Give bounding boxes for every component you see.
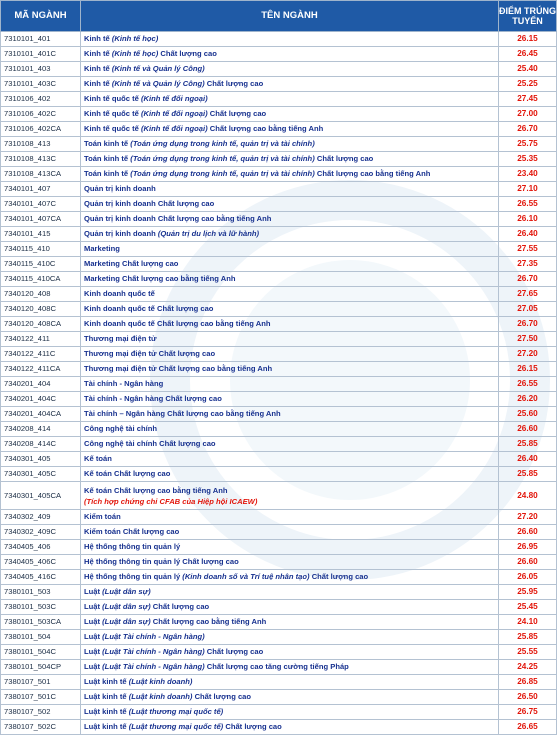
- major-name-main: Kế toán Chất lượng cao: [84, 469, 171, 478]
- major-name: [81, 242, 499, 257]
- admission-score: 27.20: [499, 510, 557, 525]
- major-name-main: Luật: [84, 662, 101, 671]
- admission-score: 26.60: [499, 555, 557, 570]
- table-row: [1, 272, 557, 287]
- major-code: 7340101_415: [1, 227, 81, 242]
- admission-score: 24.25: [499, 660, 557, 675]
- major-name-note: (Toán ứng dụng trong kinh tế, quản trị và tài chính): [130, 169, 315, 178]
- major-name: [81, 182, 499, 197]
- table-row: [1, 407, 557, 422]
- major-name: [81, 92, 499, 107]
- major-name-main: Kinh doanh quốc tế Chất lượng cao: [84, 304, 214, 313]
- major-name-note: (Kinh tế học): [111, 49, 159, 58]
- major-name: [81, 467, 499, 482]
- table-row: [1, 167, 557, 182]
- major-name-main: Marketing: [84, 244, 120, 253]
- table-row: [1, 287, 557, 302]
- major-code: 7340208_414: [1, 422, 81, 437]
- table-row: [1, 675, 557, 690]
- admission-score: 25.85: [499, 437, 557, 452]
- major-name: [81, 362, 499, 377]
- admission-score: 26.55: [499, 377, 557, 392]
- table-row: [1, 227, 557, 242]
- admission-score: 26.55: [499, 197, 557, 212]
- admission-score: 26.95: [499, 540, 557, 555]
- admission-score: 26.60: [499, 525, 557, 540]
- table-row: [1, 347, 557, 362]
- admission-score: 25.40: [499, 62, 557, 77]
- major-name: [81, 167, 499, 182]
- table-row: [1, 660, 557, 675]
- major-name-main: Hệ thống thông tin quản lý: [84, 572, 181, 581]
- major-name: [81, 137, 499, 152]
- major-name-main: Kiểm toán: [84, 512, 121, 521]
- admission-score: 27.35: [499, 257, 557, 272]
- major-name-note: (Quản trị du lịch và lữ hành): [157, 229, 260, 238]
- admission-score: 27.00: [499, 107, 557, 122]
- major-name: [81, 392, 499, 407]
- admission-score: 27.10: [499, 182, 557, 197]
- major-code: 7340405_406C: [1, 555, 81, 570]
- admission-score: 25.25: [499, 77, 557, 92]
- major-name-main: Luật: [84, 602, 101, 611]
- major-name-note: (Luật Tài chính - Ngân hàng): [102, 632, 205, 641]
- major-name-suffix: Chất lượng cao bằng tiếng Anh: [150, 617, 267, 626]
- table-body: [1, 32, 557, 735]
- major-code: 7340120_408CA: [1, 317, 81, 332]
- admission-score: 23.40: [499, 167, 557, 182]
- major-name-main: Kinh tế quốc tế: [84, 124, 139, 133]
- admission-score: 26.65: [499, 720, 557, 735]
- table-row: [1, 77, 557, 92]
- table-row: [1, 107, 557, 122]
- admission-score: 27.55: [499, 242, 557, 257]
- admission-score: 26.70: [499, 272, 557, 287]
- table-row: [1, 585, 557, 600]
- major-name-note: (Kinh tế và Quản lý Công): [111, 64, 205, 73]
- major-code: 7380107_501: [1, 675, 81, 690]
- header-score: [499, 1, 557, 32]
- major-code: 7340201_404CA: [1, 407, 81, 422]
- major-name-main: Kinh tế quốc tế: [84, 94, 139, 103]
- major-name: [81, 227, 499, 242]
- table-row: [1, 525, 557, 540]
- admission-score: 26.70: [499, 317, 557, 332]
- major-name-main: Tài chính - Ngân hàng Chất lượng cao: [84, 394, 222, 403]
- major-code: 7310101_401: [1, 32, 81, 47]
- major-code: 7340302_409: [1, 510, 81, 525]
- major-code: 7340405_406: [1, 540, 81, 555]
- major-name-main: Luật: [84, 647, 101, 656]
- major-code: 7380101_504: [1, 630, 81, 645]
- admission-score: 25.45: [499, 600, 557, 615]
- admission-score: 26.40: [499, 227, 557, 242]
- major-code: 7340301_405: [1, 452, 81, 467]
- table-row: [1, 690, 557, 705]
- major-code: 7310108_413: [1, 137, 81, 152]
- major-name: [81, 645, 499, 660]
- header-score-line1: ĐIỂM TRÚNG: [499, 6, 556, 16]
- major-name-suffix: Chất lượng cao: [150, 602, 210, 611]
- major-name: [81, 630, 499, 645]
- major-name-main: Tài chính - Ngân hàng: [84, 379, 164, 388]
- major-code: 7340208_414C: [1, 437, 81, 452]
- major-name-main: Thương mại điện tử Chất lượng cao bằng tiếng Anh: [84, 364, 273, 373]
- major-name-suffix: Chất lượng cao: [207, 109, 267, 118]
- major-name-note: (Toán ứng dụng trong kinh tế, quản trị và tài chính): [130, 139, 315, 148]
- admission-score: 26.10: [499, 212, 557, 227]
- admission-score: 24.80: [499, 482, 557, 510]
- major-code: 7380107_502C: [1, 720, 81, 735]
- admission-score: 25.85: [499, 467, 557, 482]
- major-name: [81, 212, 499, 227]
- major-code: 7310108_413C: [1, 152, 81, 167]
- major-name-note: (Luật Tài chính - Ngân hàng): [102, 647, 205, 656]
- major-name-main: Kinh tế quốc tế: [84, 109, 139, 118]
- major-name: [81, 272, 499, 287]
- admission-score: 26.40: [499, 452, 557, 467]
- admission-score: 25.55: [499, 645, 557, 660]
- major-name-note: (Luật dân sự): [102, 587, 151, 596]
- table-row: [1, 242, 557, 257]
- major-name: [81, 585, 499, 600]
- table-row: [1, 92, 557, 107]
- major-code: 7380107_502: [1, 705, 81, 720]
- major-name-main: Kinh doanh quốc tế: [84, 289, 155, 298]
- major-name-suffix: Chất lượng cao: [192, 692, 252, 701]
- major-name: [81, 302, 499, 317]
- table-row: [1, 452, 557, 467]
- major-code: 7340120_408: [1, 287, 81, 302]
- major-name-main: Thương mại điện tử Chất lượng cao: [84, 349, 216, 358]
- major-name-main: Marketing Chất lượng cao: [84, 259, 179, 268]
- admission-score: 27.45: [499, 92, 557, 107]
- table-row: [1, 152, 557, 167]
- admission-score: 26.15: [499, 362, 557, 377]
- header-score-line2: TUYỂN: [512, 16, 543, 26]
- admission-score: 26.75: [499, 705, 557, 720]
- major-name: [81, 422, 499, 437]
- major-code: 7340120_408C: [1, 302, 81, 317]
- major-code: 7310101_403C: [1, 77, 81, 92]
- major-code: 7380101_504CP: [1, 660, 81, 675]
- major-name-note: (Luật thương mại quốc tế): [128, 722, 224, 731]
- major-name-main: Luật: [84, 587, 101, 596]
- major-name-note: (Luật dân sự): [102, 602, 151, 611]
- major-code: 7380107_501C: [1, 690, 81, 705]
- major-name: [81, 540, 499, 555]
- major-name: [81, 525, 499, 540]
- major-name-main: Luật kinh tế: [84, 692, 127, 701]
- major-name: [81, 287, 499, 302]
- table-row: [1, 212, 557, 227]
- major-name-main: Kế toán Chất lượng cao bằng tiếng Anh: [84, 485, 228, 495]
- major-name-main: Kế toán: [84, 454, 112, 463]
- major-name: [81, 152, 499, 167]
- major-name: [81, 407, 499, 422]
- major-name: [81, 452, 499, 467]
- admission-score: 26.20: [499, 392, 557, 407]
- major-name: [81, 47, 499, 62]
- major-code: 7340101_407CA: [1, 212, 81, 227]
- major-name: [81, 257, 499, 272]
- major-name-note: (Kinh tế đối ngoại): [140, 94, 208, 103]
- table-row: [1, 317, 557, 332]
- major-name-main: Hệ thống thông tin quản lý: [84, 542, 181, 551]
- admission-score: 26.15: [499, 32, 557, 47]
- major-name: [81, 705, 499, 720]
- major-name-suffix: Chất lượng cao: [314, 154, 374, 163]
- major-name-main: Toán kinh tế: [84, 154, 129, 163]
- major-name-main: Công nghệ tài chính: [84, 424, 157, 433]
- major-code: 7340302_409C: [1, 525, 81, 540]
- major-name-note: (Kinh tế và Quản lý Công): [111, 79, 205, 88]
- major-name-main: Công nghệ tài chính Chất lượng cao: [84, 439, 216, 448]
- major-name: [81, 122, 499, 137]
- major-code: 7340122_411C: [1, 347, 81, 362]
- admission-score: 26.70: [499, 122, 557, 137]
- table-row: [1, 62, 557, 77]
- table-row: [1, 182, 557, 197]
- admission-score: 25.60: [499, 407, 557, 422]
- major-name-suffix: Chất lượng cao bằng tiếng Anh: [314, 169, 431, 178]
- major-code: 7310106_402C: [1, 107, 81, 122]
- major-name: [81, 332, 499, 347]
- header-name: TÊN NGÀNH: [81, 1, 499, 32]
- major-name-main: Kinh tế: [84, 49, 110, 58]
- table-row: [1, 392, 557, 407]
- major-name-main: Kinh doanh quốc tế Chất lượng cao bằng tiếng Anh: [84, 319, 271, 328]
- major-name: [81, 690, 499, 705]
- major-code: 7340115_410CA: [1, 272, 81, 287]
- major-name-note: (Luật dân sự): [102, 617, 151, 626]
- major-name: [81, 720, 499, 735]
- major-name-suffix: Chất lượng cao: [204, 647, 264, 656]
- major-name-note: (Kinh tế đối ngoại): [140, 109, 208, 118]
- header-code: MÃ NGÀNH: [1, 1, 81, 32]
- major-code: 7340101_407C: [1, 197, 81, 212]
- table-row: [1, 720, 557, 735]
- major-name-main: Kinh tế: [84, 79, 110, 88]
- major-code: 7340122_411CA: [1, 362, 81, 377]
- major-code: 7380101_504C: [1, 645, 81, 660]
- major-code: 7310101_401C: [1, 47, 81, 62]
- major-name-main: Tài chính – Ngân hàng Chất lượng cao bằng tiếng Anh: [84, 409, 281, 418]
- major-name: [81, 510, 499, 525]
- admission-score: 25.95: [499, 585, 557, 600]
- major-name-note: (Toán ứng dụng trong kinh tế, quản trị và tài chính): [130, 154, 315, 163]
- major-name-main: Kiểm toán Chất lượng cao: [84, 527, 180, 536]
- table-row: [1, 705, 557, 720]
- major-name-suffix: Chất lượng cao bằng tiếng Anh: [207, 124, 324, 133]
- major-name-main: Luật kinh tế: [84, 707, 127, 716]
- major-code: 7310108_413CA: [1, 167, 81, 182]
- major-name: [81, 615, 499, 630]
- major-name: [81, 437, 499, 452]
- table-row: [1, 510, 557, 525]
- major-name-main: Quản trị kinh doanh Chất lượng cao bằng tiếng Anh: [84, 214, 272, 223]
- table-row: [1, 600, 557, 615]
- major-name-note: (Luật thương mại quốc tế): [128, 707, 224, 716]
- major-name: [81, 317, 499, 332]
- major-name-suffix: Chất lượng cao: [158, 49, 217, 58]
- major-name-main: Quản trị kinh doanh: [84, 184, 156, 193]
- major-name: [81, 197, 499, 212]
- major-name: [81, 107, 499, 122]
- major-code: 7310101_403: [1, 62, 81, 77]
- table-row: [1, 437, 557, 452]
- major-code: 7340405_416C: [1, 570, 81, 585]
- major-name: [81, 482, 499, 510]
- major-name-main: Thương mại điện tử: [84, 334, 157, 343]
- table-row: [1, 332, 557, 347]
- major-name: [81, 600, 499, 615]
- table-row: [1, 615, 557, 630]
- major-name-note: (Kinh tế đối ngoại): [140, 124, 208, 133]
- major-name-main: Hệ thống thông tin quản lý Chất lượng cao: [84, 557, 239, 566]
- admission-score: 25.85: [499, 630, 557, 645]
- table-row: [1, 362, 557, 377]
- major-name: [81, 570, 499, 585]
- admission-score: 27.50: [499, 332, 557, 347]
- table-row: [1, 377, 557, 392]
- major-name: [81, 347, 499, 362]
- major-code: 7340115_410: [1, 242, 81, 257]
- major-name: [81, 675, 499, 690]
- major-name-note: (Luật Tài chính - Ngân hàng): [102, 662, 205, 671]
- major-name-note: (Luật kinh doanh): [128, 692, 193, 701]
- table-row: [1, 482, 557, 510]
- major-code: 7310106_402CA: [1, 122, 81, 137]
- table-row: [1, 570, 557, 585]
- admission-score: 27.05: [499, 302, 557, 317]
- admission-score: 24.10: [499, 615, 557, 630]
- major-code: 7340201_404: [1, 377, 81, 392]
- major-name-main: Quản trị kinh doanh: [84, 229, 156, 238]
- major-name: [81, 77, 499, 92]
- table-row: [1, 302, 557, 317]
- admission-score: 27.65: [499, 287, 557, 302]
- major-code: 7340301_405CA: [1, 482, 81, 510]
- major-name-suffix: Chất lượng cao: [204, 79, 264, 88]
- major-name-note: (Luật kinh doanh): [128, 677, 193, 686]
- major-name-main: Quản trị kinh doanh Chất lượng cao: [84, 199, 215, 208]
- major-code: 7340301_405C: [1, 467, 81, 482]
- admission-score: 26.50: [499, 690, 557, 705]
- table-row: [1, 257, 557, 272]
- major-name-main: Toán kinh tế: [84, 139, 129, 148]
- major-code: 7310106_402: [1, 92, 81, 107]
- major-name-subnote: (Tích hợp chứng chỉ CFAB của Hiệp hội ICAEW): [84, 496, 258, 506]
- table-row: [1, 630, 557, 645]
- admission-score: 26.45: [499, 47, 557, 62]
- major-name-main: Kinh tế: [84, 34, 110, 43]
- table-row: [1, 47, 557, 62]
- major-code: 7340101_407: [1, 182, 81, 197]
- table-row: [1, 32, 557, 47]
- table-row: [1, 467, 557, 482]
- major-code: 7380101_503C: [1, 600, 81, 615]
- table-header: [1, 1, 557, 32]
- major-name-suffix: Chất lượng cao tăng cường tiếng Pháp: [204, 662, 349, 671]
- table-row: [1, 422, 557, 437]
- table-row: [1, 540, 557, 555]
- major-name-main: Marketing Chất lượng cao bằng tiếng Anh: [84, 274, 236, 283]
- major-name-main: Kinh tế: [84, 64, 110, 73]
- major-name-main: Luật kinh tế: [84, 722, 127, 731]
- major-name: [81, 555, 499, 570]
- major-name-main: Luật: [84, 617, 101, 626]
- major-code: 7340201_404C: [1, 392, 81, 407]
- admission-score: 26.85: [499, 675, 557, 690]
- major-name: [81, 62, 499, 77]
- table-row: [1, 555, 557, 570]
- major-name: [81, 32, 499, 47]
- table-row: [1, 645, 557, 660]
- major-code: 7380101_503CA: [1, 615, 81, 630]
- table-row: [1, 122, 557, 137]
- major-name-main: Toán kinh tế: [84, 169, 129, 178]
- major-name-note: (Kinh doanh số và Trí tuệ nhân tạo): [182, 572, 310, 581]
- major-name-suffix: Chất lượng cao: [309, 572, 369, 581]
- admission-score: 26.05: [499, 570, 557, 585]
- major-name: [81, 377, 499, 392]
- admission-score: 25.75: [499, 137, 557, 152]
- admission-score: 27.20: [499, 347, 557, 362]
- major-name-main: Luật kinh tế: [84, 677, 127, 686]
- major-name-note: (Kinh tế học): [111, 34, 159, 43]
- major-code: 7340115_410C: [1, 257, 81, 272]
- admission-score: 26.60: [499, 422, 557, 437]
- major-code: 7380101_503: [1, 585, 81, 600]
- major-name-suffix: Chất lượng cao: [223, 722, 282, 731]
- major-name-main: Luật: [84, 632, 101, 641]
- major-name: [81, 660, 499, 675]
- table-row: [1, 197, 557, 212]
- admission-score: 25.35: [499, 152, 557, 167]
- major-code: 7340122_411: [1, 332, 81, 347]
- table-row: [1, 137, 557, 152]
